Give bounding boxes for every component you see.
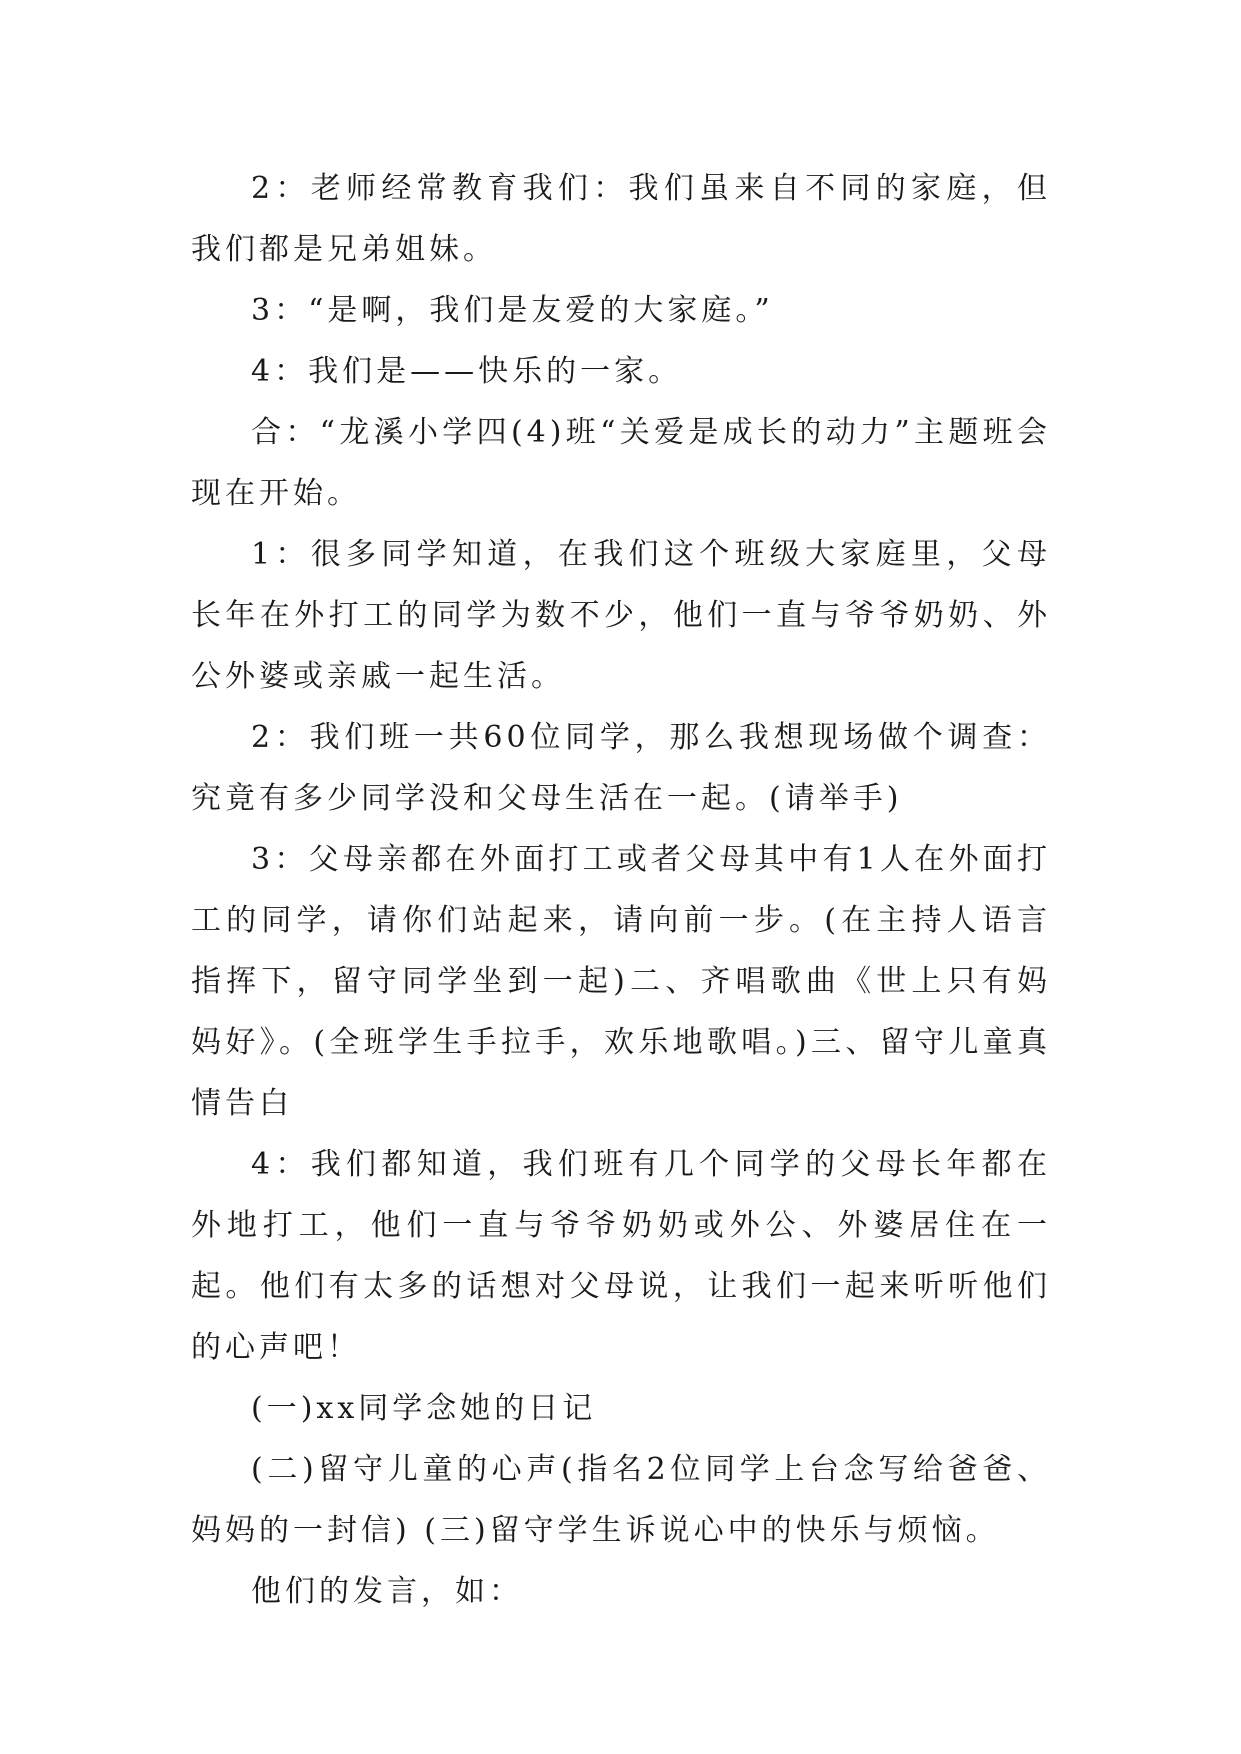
paragraph-8: 4：我们都知道，我们班有几个同学的父母长年都在外地打工，他们一直与爷爷奶奶或外公、外婆居住在一起。他们有太多的话想对父母说，让我们一起来听听他们的心声吧！ [191, 1147, 1051, 1365]
paragraph-2: 3：“是啊，我们是友爱的大家庭。” [251, 293, 774, 328]
paragraph-5: 1：很多同学知道，在我们这个班级大家庭里，父母长年在外打工的同学为数不少，他们一直与爷爷奶奶、外公外婆或亲戚一起生活。 [191, 537, 1051, 694]
paragraph-10: (二)留守儿童的心声(指名2位同学上台念写给爸爸、妈妈的一封信) (三)留守学生诉说心中的快乐与烦恼。 [191, 1452, 1051, 1548]
paragraph-3: 4：我们是——快乐的一家。 [251, 354, 683, 389]
paragraph-9: (一)xx同学念她的日记 [251, 1391, 597, 1426]
paragraph-7: 3：父母亲都在外面打工或者父母其中有1人在外面打工的同学，请你们站起来，请向前一步。(在主持人语言指挥下，留守同学坐到一起)二、齐唱歌曲《世上只有妈妈好》。(全班学生手拉手，欢乐地歌唱。)三、留守儿童真情告白 [191, 842, 1051, 1121]
paragraph-4: 合：“龙溪小学四(4)班“关爱是成长的动力”主题班会现在开始。 [191, 415, 1051, 511]
paragraph-6: 2：我们班一共60位同学，那么我想现场做个调查：究竟有多少同学没和父母生活在一起。(请举手) [191, 720, 1051, 816]
document-body [191, 158, 1051, 1622]
paragraph-11: 他们的发言，如： [251, 1574, 523, 1609]
paragraph-1: 2：老师经常教育我们：我们虽来自不同的家庭，但我们都是兄弟姐妹。 [191, 171, 1051, 267]
